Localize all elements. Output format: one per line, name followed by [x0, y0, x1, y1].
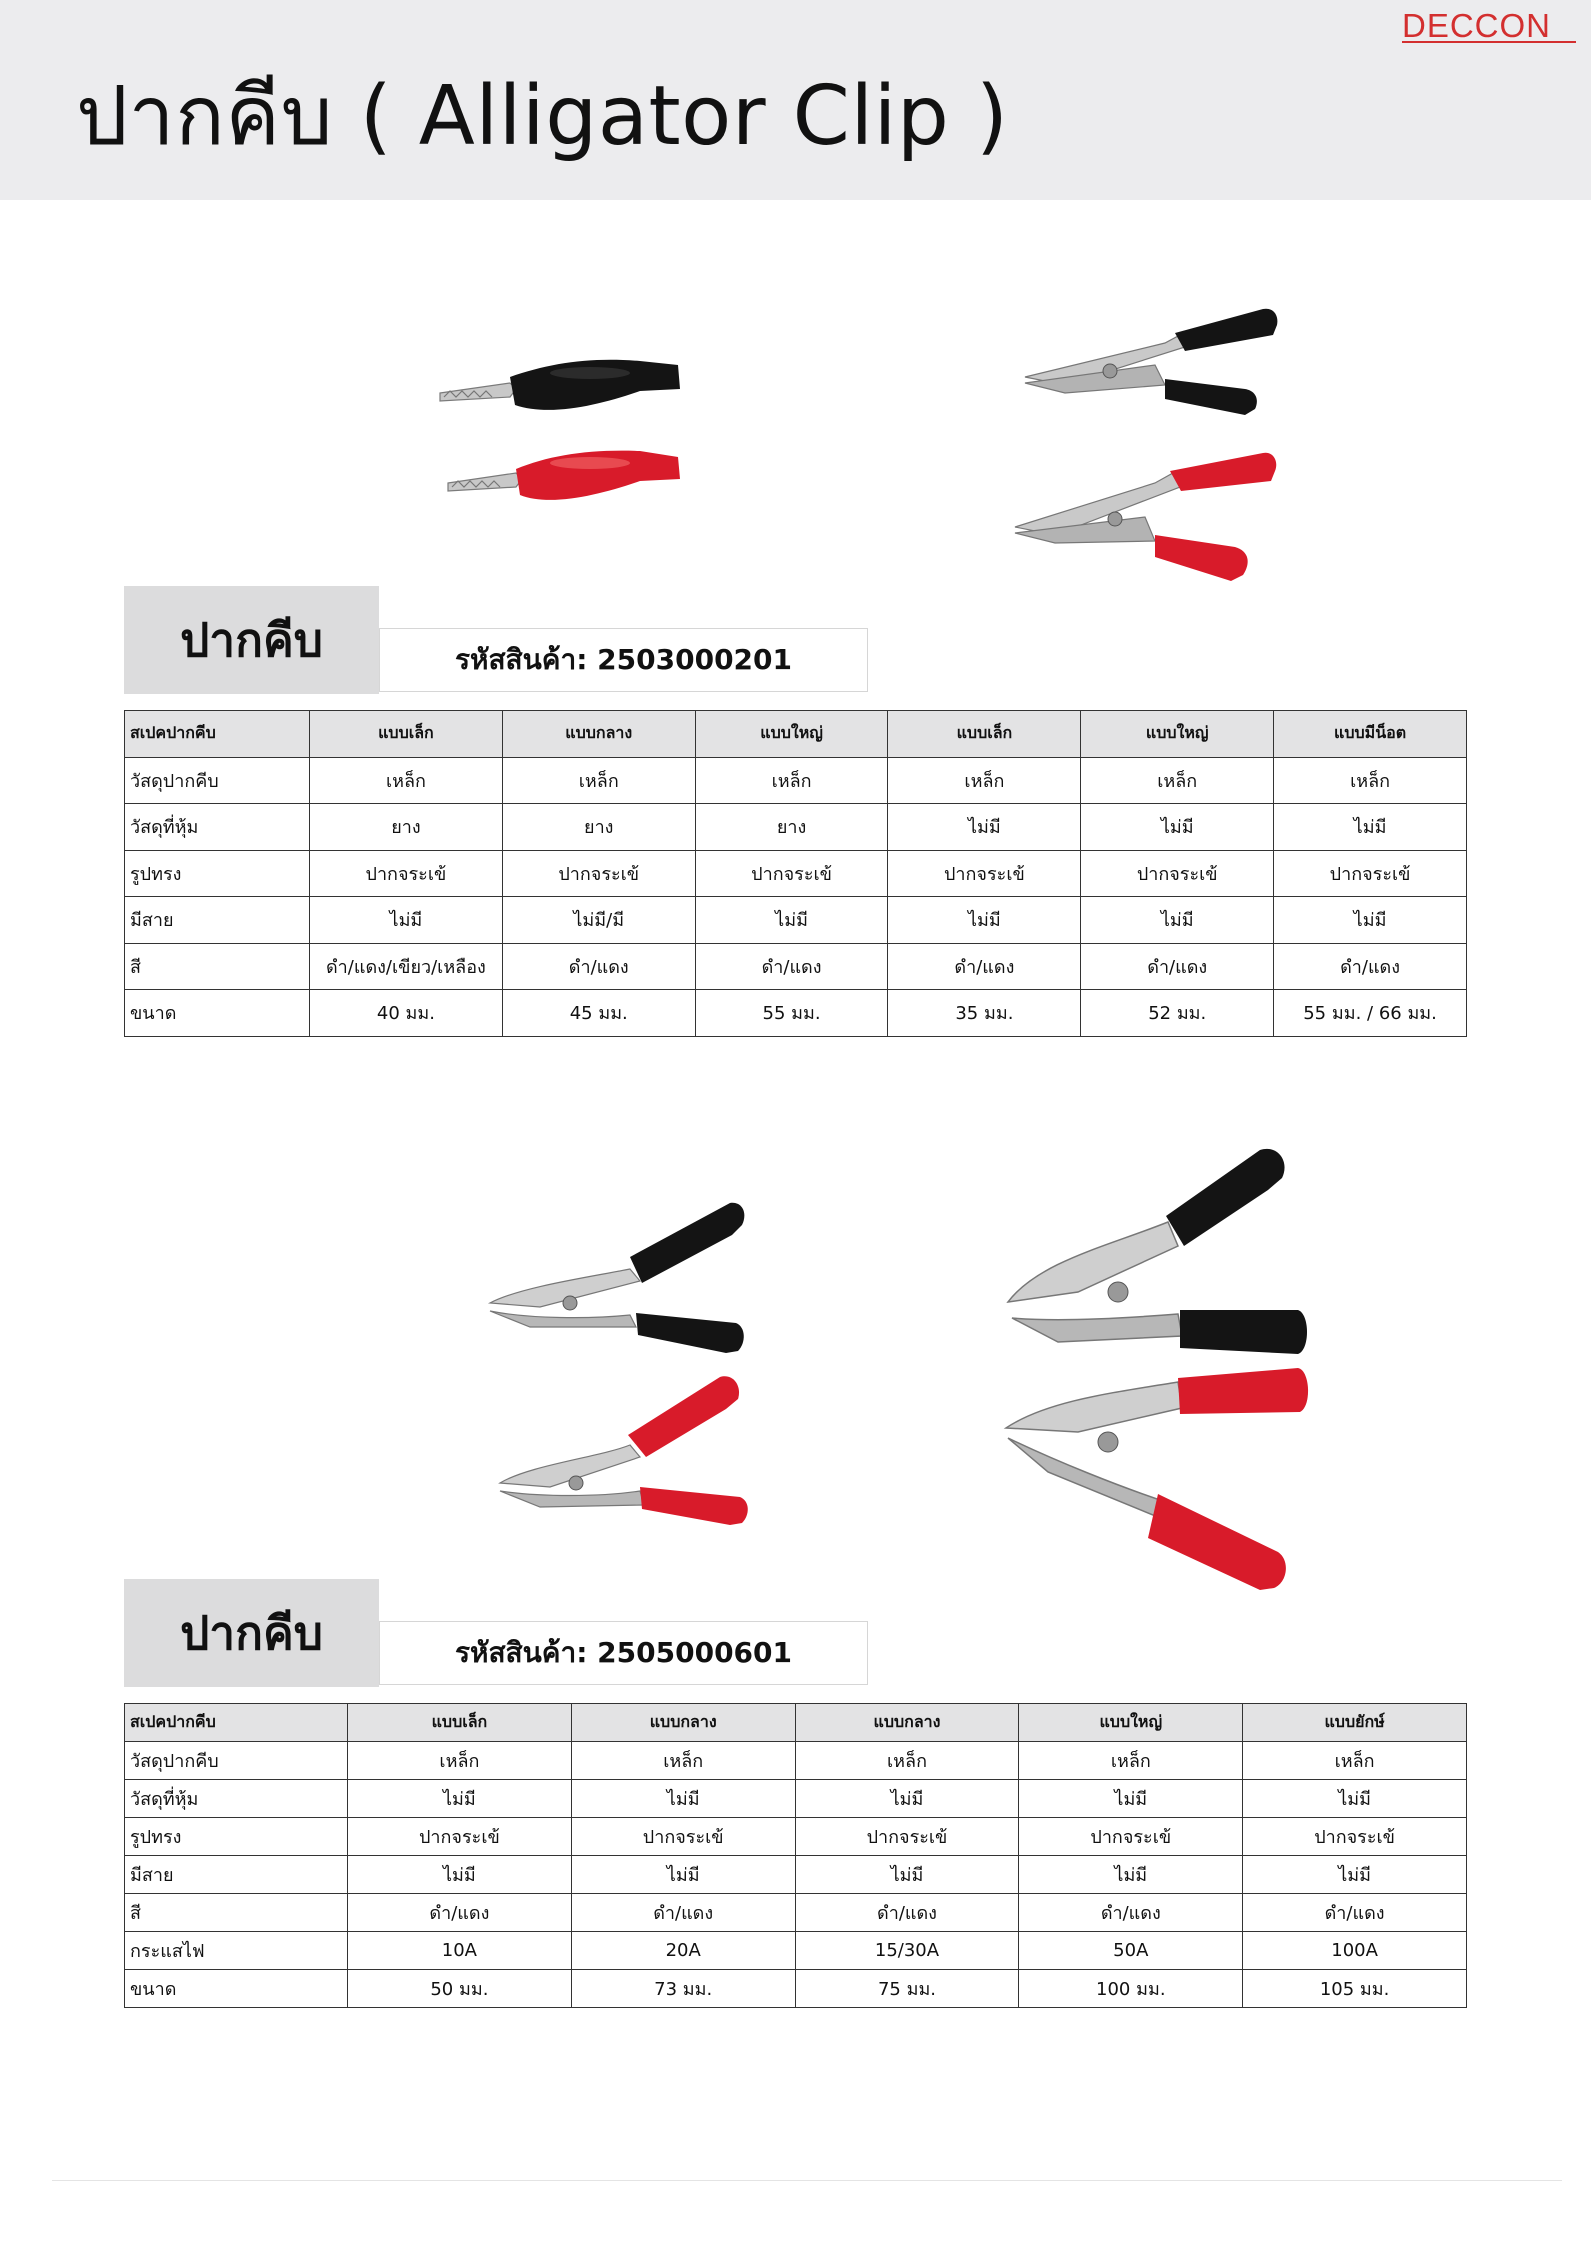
table-cell: ยาง [310, 804, 503, 851]
table-row [125, 897, 1467, 944]
table-cell: ไม่มี [1019, 1780, 1243, 1818]
table-cell: เหล็ก [795, 1742, 1019, 1780]
table-header-cell: แบบเล็ก [888, 711, 1081, 758]
table-cell: เหล็ก [695, 757, 888, 804]
table-cell: ดำ/แดง [795, 1894, 1019, 1932]
table-cell: 52 มม. [1081, 990, 1274, 1037]
table-cell: 20A [571, 1932, 795, 1970]
product-photo-insulated-clips [430, 345, 760, 530]
table-cell: 35 มม. [888, 990, 1081, 1037]
spec-table-2 [124, 1703, 1467, 2008]
table-cell: เหล็ก [1081, 757, 1274, 804]
table-cell: ไม่มี [888, 804, 1081, 851]
red-large-clip [1006, 1368, 1308, 1590]
brand-logo [1400, 6, 1580, 46]
table-cell: ไม่มี [1019, 1856, 1243, 1894]
table-row [125, 1742, 1467, 1780]
table-row [125, 850, 1467, 897]
table-row [125, 1970, 1467, 2008]
table-cell: ดำ/แดง [1243, 1894, 1467, 1932]
red-medium-clip [500, 1376, 748, 1525]
table-header-row [125, 1704, 1467, 1742]
table-cell: ปากจระเข้ [1019, 1818, 1243, 1856]
table-cell: ดำ/แดง [695, 943, 888, 990]
table-cell: วัสดุที่หุ้ม [125, 1780, 348, 1818]
table-cell: 55 มม. / 66 มม. [1274, 990, 1467, 1037]
table-cell: รูปทรง [125, 850, 310, 897]
table-cell: ปากจระเข้ [795, 1818, 1019, 1856]
table-cell: ปากจระเข้ [888, 850, 1081, 897]
table-cell: ยาง [502, 804, 695, 851]
table-header-cell: แบบกลาง [795, 1704, 1019, 1742]
table-cell: ดำ/แดง [571, 1894, 795, 1932]
black-bare-clip [1025, 309, 1277, 415]
table-cell: ไม่มี [571, 1856, 795, 1894]
table-cell: เหล็ก [310, 757, 503, 804]
page-title: ปากคีบ ( Alligator Clip ) [76, 69, 1009, 164]
table-row [125, 1780, 1467, 1818]
table-cell: มีสาย [125, 1856, 348, 1894]
table-cell: ปากจระเข้ [310, 850, 503, 897]
table-cell: ปากจระเข้ [571, 1818, 795, 1856]
table-row [125, 1932, 1467, 1970]
table-cell: ปากจระเข้ [695, 850, 888, 897]
table-header-cell: สเปคปากคีบ [125, 1704, 348, 1742]
table-row [125, 1856, 1467, 1894]
table-cell: เหล็ก [571, 1742, 795, 1780]
table-cell: สี [125, 943, 310, 990]
table-cell: ดำ/แดง [1274, 943, 1467, 990]
footer-divider [52, 2180, 1562, 2181]
table-cell: 73 มม. [571, 1970, 795, 2008]
table-row [125, 1894, 1467, 1932]
table-row [125, 757, 1467, 804]
table-header-cell: แบบกลาง [502, 711, 695, 758]
table-header-row [125, 711, 1467, 758]
table-cell: 100A [1243, 1932, 1467, 1970]
red-insulated-clip [448, 451, 680, 500]
table-cell: ไม่มี [1243, 1780, 1467, 1818]
table-cell: 40 มม. [310, 990, 503, 1037]
table-cell: ไม่มี [1274, 804, 1467, 851]
table-cell: ไม่มี [348, 1856, 572, 1894]
table-cell: ดำ/แดง [1081, 943, 1274, 990]
table-cell: กระแสไฟ [125, 1932, 348, 1970]
table-cell: ดำ/แดง [1019, 1894, 1243, 1932]
table-cell: เหล็ก [348, 1742, 572, 1780]
table-cell: ยาง [695, 804, 888, 851]
table-row [125, 943, 1467, 990]
table-cell: ปากจระเข้ [1274, 850, 1467, 897]
table-cell: ไม่มี [1081, 804, 1274, 851]
table-cell: 50 มม. [348, 1970, 572, 2008]
table-cell: เหล็ก [1243, 1742, 1467, 1780]
table-cell: รูปทรง [125, 1818, 348, 1856]
table-row [125, 990, 1467, 1037]
table-cell: ไม่มี [795, 1856, 1019, 1894]
table-cell: 50A [1019, 1932, 1243, 1970]
table-cell: สี [125, 1894, 348, 1932]
table-cell: ดำ/แดง [348, 1894, 572, 1932]
table-cell: ไม่มี [1081, 897, 1274, 944]
section1-label: ปากคีบ [124, 586, 379, 694]
table-cell: ไม่มี [1243, 1856, 1467, 1894]
section2-label: ปากคีบ [124, 1579, 379, 1687]
table-header-cell: แบบเล็ก [310, 711, 503, 758]
table-cell: 105 มม. [1243, 1970, 1467, 2008]
section1-sku: รหัสสินค้า: 2503000201 [379, 628, 868, 692]
table-header-cell: แบบกลาง [571, 1704, 795, 1742]
table-cell: ปากจระเข้ [502, 850, 695, 897]
table-cell: มีสาย [125, 897, 310, 944]
product-photo-large-clips [998, 1142, 1318, 1600]
table-cell: เหล็ก [1274, 757, 1467, 804]
table-row [125, 804, 1467, 851]
table-cell: เหล็ก [502, 757, 695, 804]
product-photo-medium-clips [480, 1195, 770, 1540]
table-cell: 15/30A [795, 1932, 1019, 1970]
product-photo-bare-clips [1005, 285, 1295, 595]
table-cell: 45 มม. [502, 990, 695, 1037]
table-cell: ไม่มี [348, 1780, 572, 1818]
section2-sku: รหัสสินค้า: 2505000601 [379, 1621, 868, 1685]
table-header-cell: สเปคปากคีบ [125, 711, 310, 758]
table-header-cell: แบบใหญ่ [695, 711, 888, 758]
black-large-clip [1008, 1149, 1307, 1354]
table-cell: ปากจระเข้ [348, 1818, 572, 1856]
table-cell: ไม่มี [571, 1780, 795, 1818]
table-header-cell: แบบใหญ่ [1081, 711, 1274, 758]
table-cell: ไม่มี [695, 897, 888, 944]
table-cell: ดำ/แดง [502, 943, 695, 990]
table-cell: ขนาด [125, 1970, 348, 2008]
table-cell: วัสดุปากคีบ [125, 757, 310, 804]
red-bare-clip [1015, 453, 1276, 581]
table-cell: เหล็ก [1019, 1742, 1243, 1780]
table-row [125, 1818, 1467, 1856]
table-cell: ปากจระเข้ [1243, 1818, 1467, 1856]
table-header-cell: แบบยักษ์ [1243, 1704, 1467, 1742]
table-cell: ไม่มี [888, 897, 1081, 944]
table-cell: 10A [348, 1932, 572, 1970]
table-cell: วัสดุที่หุ้ม [125, 804, 310, 851]
table-cell: ดำ/แดง/เขียว/เหลือง [310, 943, 503, 990]
table-cell: ไม่มี [310, 897, 503, 944]
table-cell: ขนาด [125, 990, 310, 1037]
table-cell: ไม่มี/มี [502, 897, 695, 944]
table-cell: 100 มม. [1019, 1970, 1243, 2008]
black-medium-clip [490, 1203, 744, 1353]
table-cell: ไม่มี [1274, 897, 1467, 944]
brand-logo-text: DECCON [1402, 7, 1552, 44]
table-cell: วัสดุปากคีบ [125, 1742, 348, 1780]
table-header-cell: แบบใหญ่ [1019, 1704, 1243, 1742]
table-cell: ดำ/แดง [888, 943, 1081, 990]
table-cell: 75 มม. [795, 1970, 1019, 2008]
table-cell: ไม่มี [795, 1780, 1019, 1818]
black-insulated-clip [440, 360, 680, 410]
table-header-cell: แบบมีน็อต [1274, 711, 1467, 758]
spec-table-1 [124, 710, 1467, 1037]
table-header-cell: แบบเล็ก [348, 1704, 572, 1742]
table-cell: 55 มม. [695, 990, 888, 1037]
table-cell: ปากจระเข้ [1081, 850, 1274, 897]
table-cell: เหล็ก [888, 757, 1081, 804]
